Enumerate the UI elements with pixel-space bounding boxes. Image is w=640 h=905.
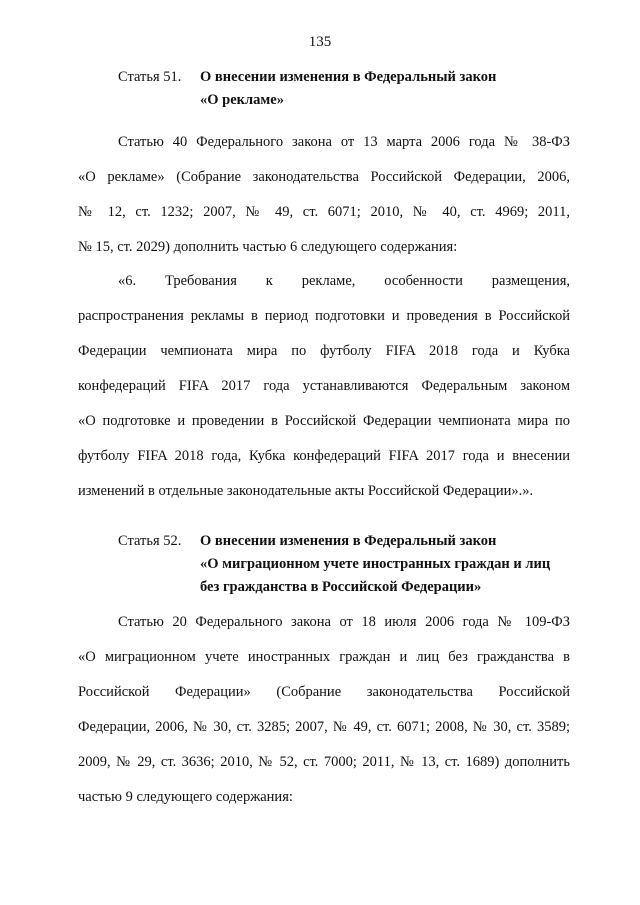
article-51-heading xyxy=(118,66,568,112)
text-line: «О подготовке и проведении в Российской Федерации чемпионата мира по xyxy=(78,413,570,429)
article-52-title xyxy=(200,530,550,599)
article-52-paragraph-1 xyxy=(78,605,570,815)
text-line: Статью 40 Федерального закона от 13 марта 2006 года № 38-ФЗ xyxy=(118,134,570,150)
text-line: «О рекламе» (Собрание законодательства Российской Федерации, 2006, xyxy=(78,169,570,185)
article-51-paragraph-2 xyxy=(78,264,570,509)
article-51-title-line: «О рекламе» xyxy=(200,92,284,108)
text-line: распространения рекламы в период подготовки и проведения в Российской xyxy=(78,308,570,324)
text-line: Федерации чемпионата мира по футболу FIFA 2018 года и Кубка xyxy=(78,343,570,359)
article-52-title-line: О внесении изменения в Федеральный закон xyxy=(200,533,497,549)
text-line: частью 9 следующего содержания: xyxy=(78,789,293,805)
text-line: изменений в отдельные законодательные акты Российской Федерации».». xyxy=(78,483,534,499)
text-line: конфедераций FIFA 2017 года устанавливаются Федеральным законом xyxy=(78,378,570,394)
text-line: Статью 20 Федерального закона от 18 июля 2006 года № 109-ФЗ xyxy=(118,614,570,630)
article-52-title-line: «О миграционном учете иностранных граждан и лиц xyxy=(200,556,551,572)
article-51-title xyxy=(200,66,496,112)
article-51-title-line: О внесении изменения в Федеральный закон xyxy=(200,69,497,85)
page-number: 135 xyxy=(308,34,332,50)
text-line: «6. Требования к рекламе, особенности размещения, xyxy=(118,273,570,289)
text-line: № 15, ст. 2029) дополнить частью 6 следующего содержания: xyxy=(78,239,458,255)
text-line: Федерации, 2006, № 30, ст. 3285; 2007, № 49, ст. 6071; 2008, № 30, ст. 3589; xyxy=(78,719,570,735)
text-line: № 12, ст. 1232; 2007, № 49, ст. 6071; 2010, № 40, ст. 4969; 2011, xyxy=(78,204,570,220)
text-line: футболу FIFA 2018 года, Кубка конфедераций FIFA 2017 года и внесении xyxy=(78,448,570,464)
text-line: Российской Федерации» (Собрание законодательства Российской xyxy=(78,684,570,700)
article-51-paragraph-1 xyxy=(78,125,570,265)
text-line: 2009, № 29, ст. 3636; 2010, № 52, ст. 7000; 2011, № 13, ст. 1689) дополнить xyxy=(78,754,570,770)
article-51-number: Статья 51. xyxy=(118,69,182,85)
article-52-number: Статья 52. xyxy=(118,533,182,549)
article-52-title-line: без гражданства в Российской Федерации» xyxy=(200,579,482,595)
article-52-heading xyxy=(118,530,568,599)
text-line: «О миграционном учете иностранных граждан и лиц без гражданства в xyxy=(78,649,570,665)
